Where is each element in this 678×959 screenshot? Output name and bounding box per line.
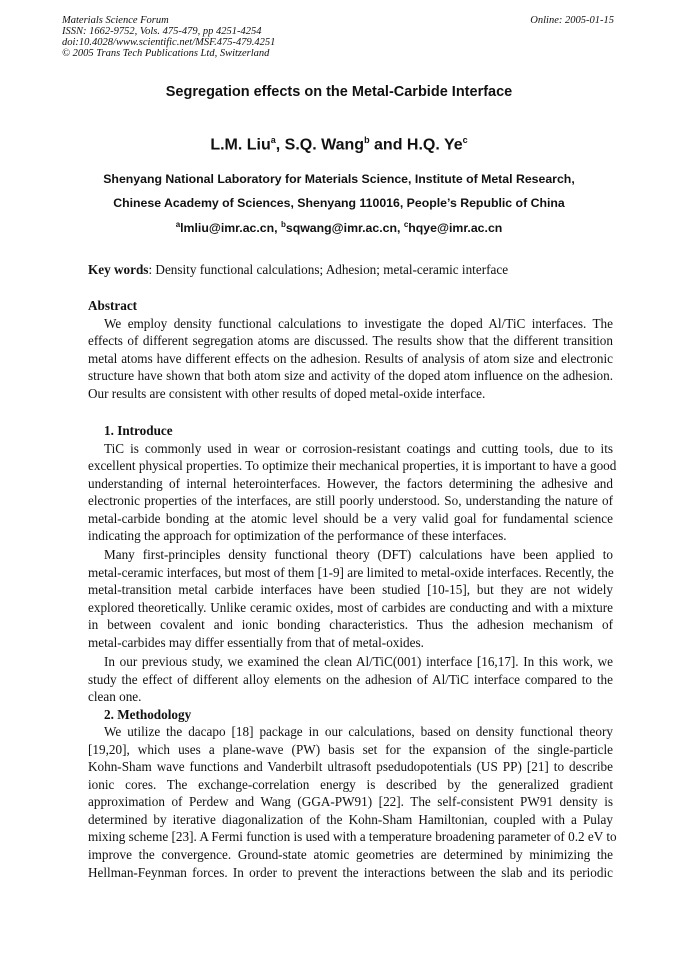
text-line: [19,20], which uses a plane-wave (PW) basis set for the expansion of the single-particle [88, 741, 613, 757]
author: S.Q. Wang [284, 136, 365, 154]
abstract-body [88, 315, 613, 403]
journal-name: Materials Science Forum [62, 15, 169, 26]
text-line: ionic cores. The exchange-correlation energy is described by the generalized gradient [88, 776, 613, 792]
intro-paragraph-1 [88, 440, 617, 545]
text-line: study the effect of different alloy elements on the adhesion of Al/TiC interface compared to the [88, 671, 613, 687]
abstract-section [88, 297, 613, 402]
separator: and [369, 136, 407, 154]
copyright: © 2005 Trans Tech Publications Ltd, Switzerland [62, 48, 270, 59]
text-line: excellent physical properties. To optimize their mechanical properties, it is important to have a good [88, 458, 617, 474]
text-line: TiC is commonly used in wear or corrosion-resistant coatings and cutting tools, due to its [104, 440, 613, 456]
email-link[interactable]: sqwang@imr.ac.cn [285, 221, 397, 236]
keywords-label: Key words [88, 262, 149, 277]
author: L.M. Liu [210, 136, 271, 154]
text-line: metal-ceramic interfaces, but most of them [1-9] are limited to metal-oxide interfaces. Recently, the [88, 564, 614, 580]
intro-paragraph-3-block [88, 653, 617, 881]
text-line: metal-carbide bonding at the atomic level should be a very valid goal for fundamental science [88, 510, 613, 526]
doi: doi:10.4028/www.scientific.net/MSF.475-479.4251 [62, 37, 276, 48]
text-line: Kohn-Sham wave functions and Vanderbilt ultrasoft psedudopotentials (US PP) [21] to describe [88, 759, 613, 775]
email-sup: a [175, 220, 181, 229]
paper-title: Segregation effects on the Metal-Carbide Interface [165, 84, 513, 100]
journal-header [62, 15, 275, 59]
intro-section [88, 422, 617, 545]
text-line: clean one. [88, 689, 142, 705]
text-line: We utilize the dacapo [18] package in our calculations, based on density functional theory [104, 724, 613, 740]
separator: , [275, 136, 285, 154]
text-line: in between covalent and ionic bonding characteristics. Thus the adhesion mechanism of [88, 617, 613, 633]
text-line: approximation of Perdew and Wang (GGA-PW91) [22]. The self-consistent PW91 density is [88, 794, 613, 810]
keywords-text: : Density functional calculations; Adhesion; metal-ceramic interface [148, 262, 509, 277]
text-line: indicating the approach for optimization of the performance of these interfaces. [88, 528, 507, 544]
email-sup: c [403, 220, 409, 229]
email-sup: b [281, 220, 286, 229]
text-line: Our results are consistent with other results of doped metal-oxide interface. [88, 385, 486, 401]
author: H.Q. Ye [406, 136, 463, 154]
intro-paragraph-2-block [88, 546, 613, 651]
abstract-heading: Abstract [88, 298, 138, 313]
email-link[interactable]: lmliu@imr.ac.cn [180, 221, 275, 236]
emails [0, 220, 678, 235]
text-line: mixing scheme [23]. A Fermi function is used with a temperature broadening parameter of 0.2 eV to [88, 829, 617, 845]
author-sup: b [364, 135, 370, 145]
email-link[interactable]: hqye@imr.ac.cn [408, 221, 503, 236]
online-date: Online: 2005-01-15 [530, 15, 614, 26]
text-line: explored theoretically. Unlike ceramic oxides, most of carbides are conducting and with a mixture [88, 599, 613, 615]
text-line: electronic properties of the interfaces, are still poorly understood. So, understanding the nature of [88, 493, 613, 509]
intro-paragraph-3 [88, 653, 613, 706]
text-line: metal atoms have different effects on the adhesion. Results of analysis of atom size and electronic [88, 350, 613, 366]
methodology-heading: 2. Methodology [104, 706, 192, 722]
text-line: metal-transition metal carbide interfaces have been studied [10-15], but they are not widely [88, 582, 613, 598]
text-line: determined by iterative diagonalization of the Kohn-Sham Hamiltonian, coupled with a Pulay [88, 811, 613, 827]
separator: , [274, 221, 281, 236]
methodology-paragraph-1 [88, 723, 617, 881]
text-line: effects of different segregation atoms are discussed. The results show that the different transition [88, 333, 613, 349]
keywords [88, 261, 613, 279]
affiliation-line-2: Chinese Academy of Sciences, Shenyang 110016, People’s Republic of China [113, 196, 565, 210]
affiliation-line-1: Shenyang National Laboratory for Materials Science, Institute of Metal Research, [103, 172, 575, 186]
text-line: In our previous study, we examined the clean Al/TiC(001) interface [16,17]. In this work, we [104, 654, 613, 669]
separator: , [396, 221, 404, 236]
authors [0, 135, 678, 154]
intro-heading: 1. Introduce [104, 423, 173, 438]
text-line: Hellman-Feynman forces. In order to prevent the interactions between the slab and its periodic [88, 864, 613, 880]
text-line: metal-carbides may differ essentially from that of metal-oxides. [88, 634, 424, 650]
text-line: improve the convergence. Ground-state atomic geometries are determined by minimizing the [88, 847, 613, 863]
text-line: Many first-principles density functional theory (DFT) calculations have been applied to [104, 547, 613, 562]
text-line: We employ density functional calculations to investigate the doped Al/TiC interfaces. The [104, 315, 613, 331]
intro-paragraph-2 [88, 546, 613, 651]
text-line: understanding of internal heterointerfaces. However, the factors determining the adhesive and [88, 475, 613, 491]
author-sup: a [270, 135, 276, 145]
text-line: structure have shown that both atom size and activity of the doped atom influence on the adhesion. [88, 368, 613, 384]
author-sup: c [462, 135, 468, 145]
issn: ISSN: 1662-9752, Vols. 475-479, pp 4251-4254 [62, 26, 262, 37]
